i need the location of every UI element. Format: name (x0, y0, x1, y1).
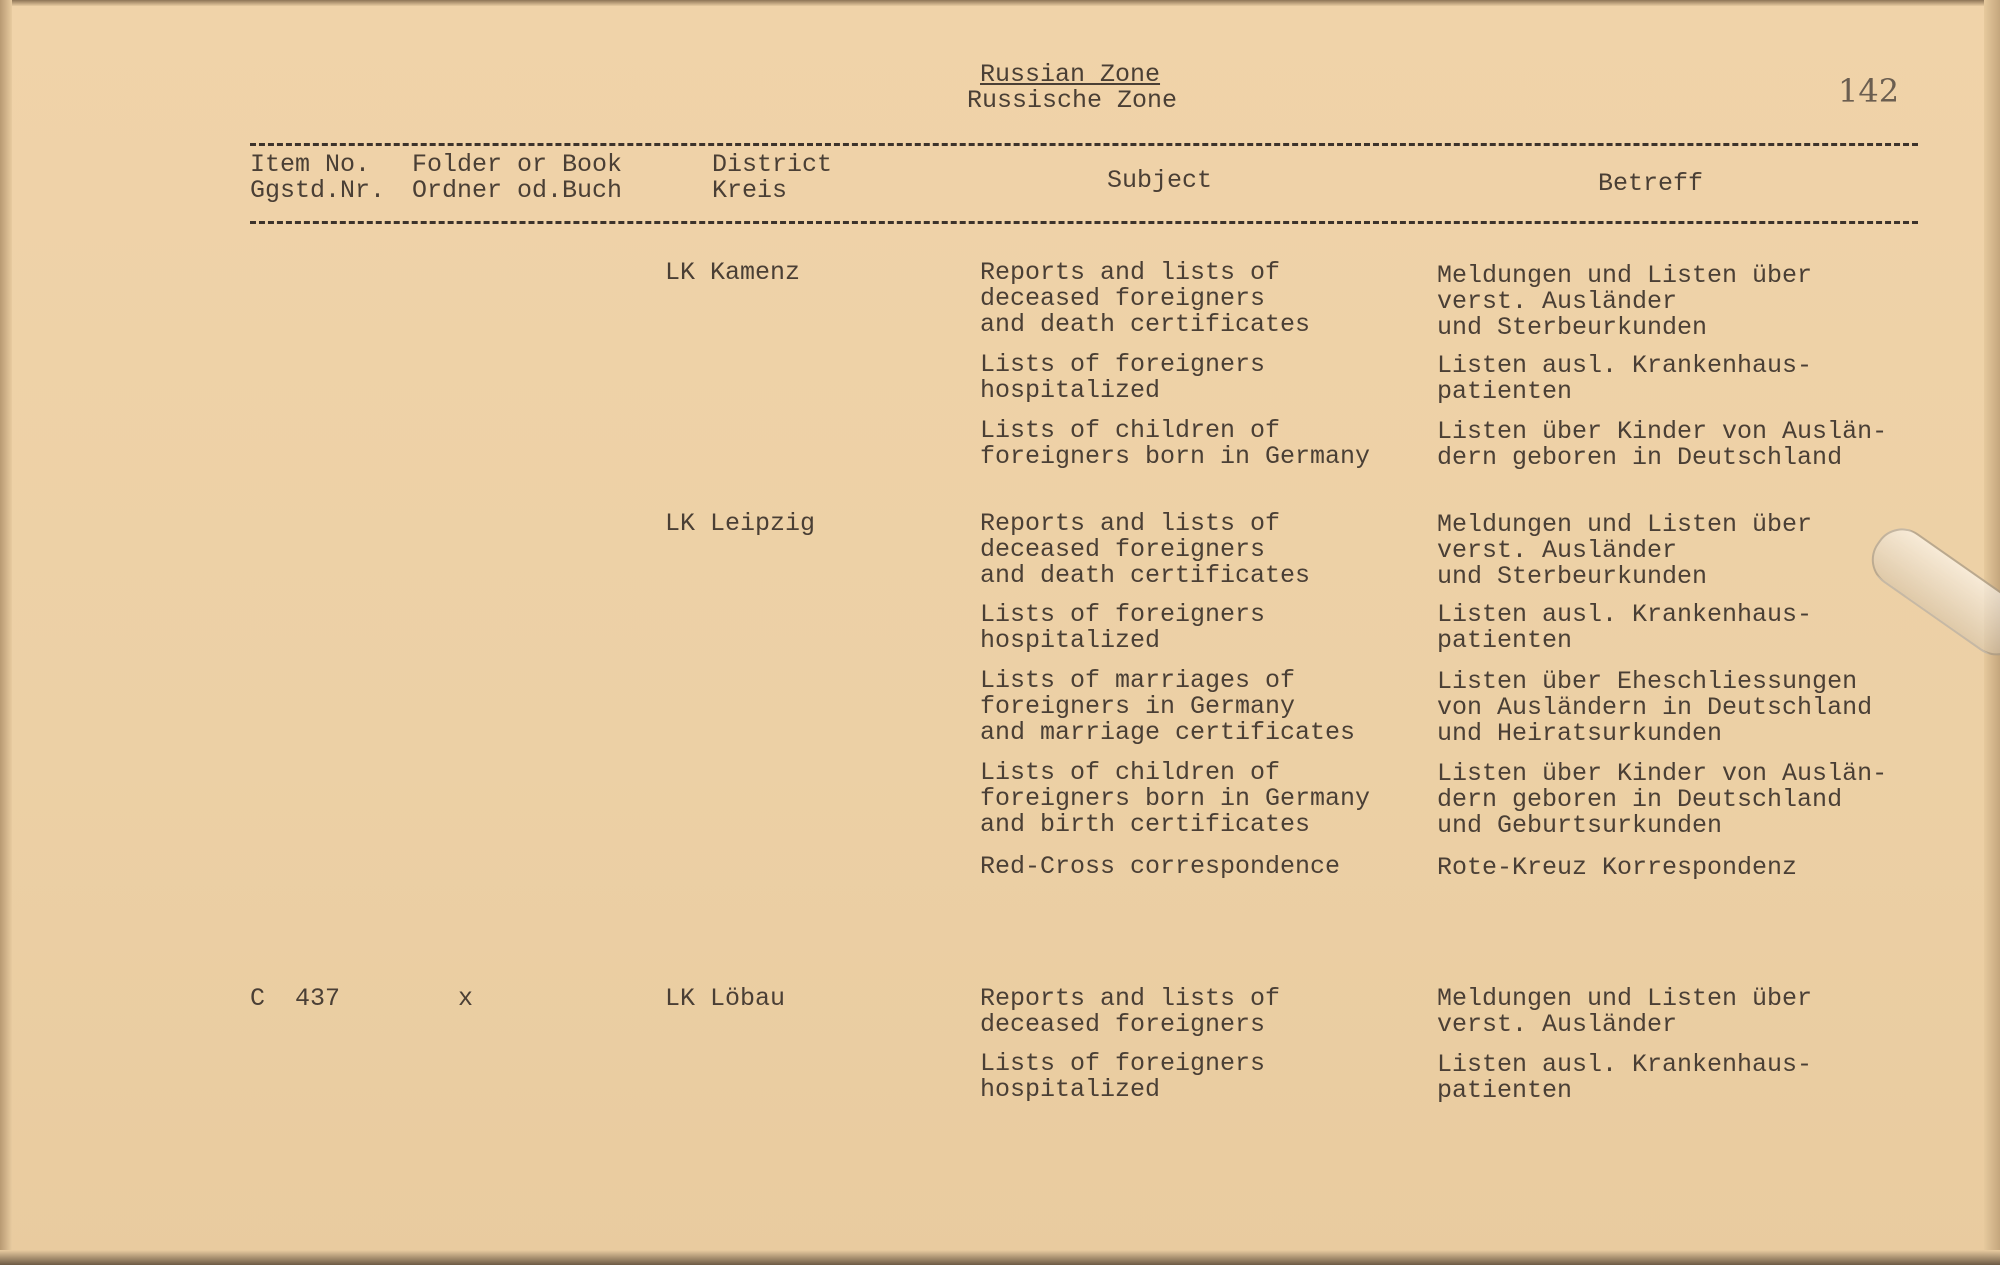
column-header-betreff: Betreff (1598, 169, 1704, 198)
subject-cell: Lists of children of foreigners born in Germany (980, 416, 1371, 471)
district-cell: LK Leipzig (665, 509, 816, 538)
subject-cell: Red-Cross correspondence (980, 852, 1341, 881)
betreff-cell: Listen ausl. Krankenhaus- patienten (1437, 600, 1813, 655)
zone-title-german: Russische Zone (967, 86, 1178, 115)
betreff-cell: Listen über Eheschliessungen von Ausländern in Deutschland und Heiratsurkunden (1437, 667, 1873, 748)
column-header-subject: Subject (1107, 166, 1213, 195)
header-rule-top (250, 143, 1918, 146)
column-header-folder: Folder or Book Ordner od.Buch (412, 150, 623, 205)
subject-cell: Lists of marriages of foreigners in Germany and marriage certificates (980, 666, 1356, 747)
betreff-cell: Listen ausl. Krankenhaus- patienten (1437, 1050, 1813, 1105)
subject-cell: Lists of foreigners hospitalized (980, 350, 1266, 405)
betreff-cell: Listen über Kinder von Auslän- dern geboren in Deutschland und Geburtsurkunden (1437, 759, 1888, 840)
betreff-cell: Listen ausl. Krankenhaus- patienten (1437, 351, 1813, 406)
subject-cell: Reports and lists of deceased foreigners (980, 984, 1281, 1039)
page-edge-bottom (0, 1250, 2000, 1265)
page-number: 142 (1838, 72, 1900, 110)
betreff-cell: Meldungen und Listen über verst. Ausländer (1437, 984, 1813, 1039)
column-header-item-no: Item No. Ggstd.Nr. (250, 150, 386, 205)
betreff-cell: Rote-Kreuz Korrespondenz (1437, 853, 1798, 882)
betreff-cell: Meldungen und Listen über verst. Ausländer und Sterbeurkunden (1437, 261, 1813, 342)
subject-cell: Lists of foreigners hospitalized (980, 600, 1266, 655)
item-number-cell: C 437 (250, 984, 341, 1013)
subject-cell: Reports and lists of deceased foreigners and death certificates (980, 509, 1311, 590)
betreff-cell: Listen über Kinder von Auslän- dern geboren in Deutschland (1437, 417, 1888, 472)
header-rule-bottom (250, 221, 1918, 224)
district-cell: LK Kamenz (665, 258, 801, 287)
subject-cell: Lists of foreigners hospitalized (980, 1049, 1266, 1104)
page-edge-left (0, 0, 12, 1265)
betreff-cell: Meldungen und Listen über verst. Ausländer und Sterbeurkunden (1437, 510, 1813, 591)
subject-cell: Reports and lists of deceased foreigners and death certificates (980, 258, 1311, 339)
paper-clip-icon (1861, 517, 2000, 666)
page-edge-top (0, 0, 2000, 6)
folder-cell: x (458, 984, 474, 1013)
column-header-district: District Kreis (712, 150, 833, 205)
subject-cell: Lists of children of foreigners born in Germany and birth certificates (980, 758, 1371, 839)
district-cell: LK Löbau (665, 984, 786, 1013)
zone-title-english: Russian Zone (980, 60, 1161, 89)
